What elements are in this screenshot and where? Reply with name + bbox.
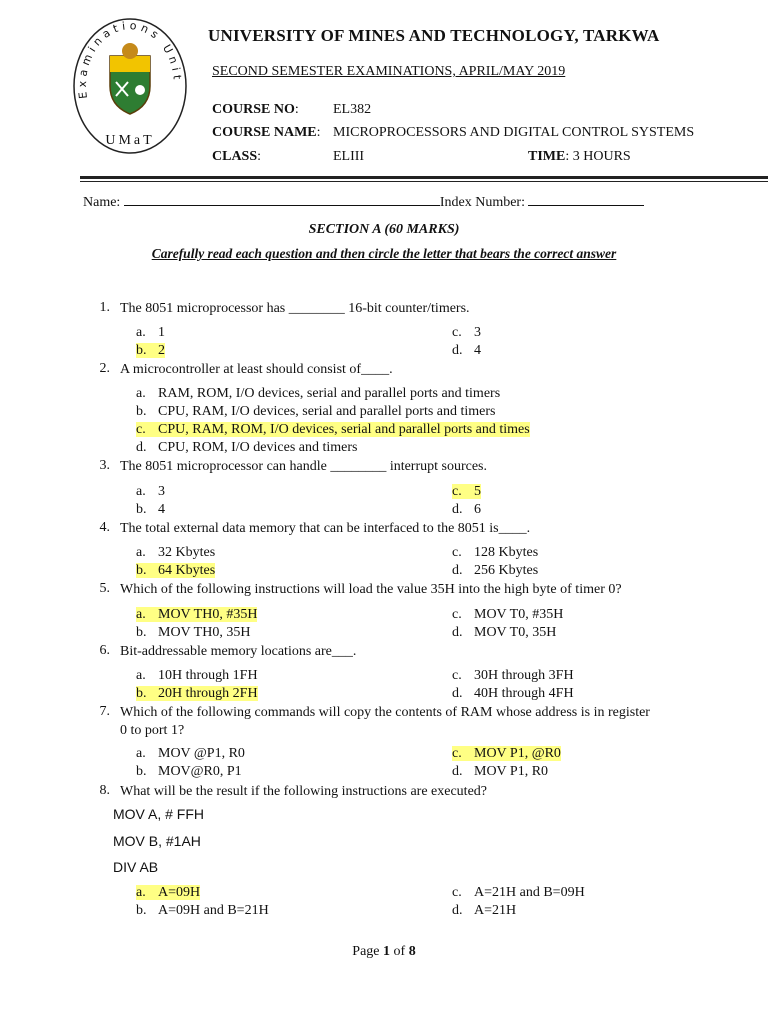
option-text: 40H through 4FH (474, 686, 574, 701)
option-text: RAM, ROM, I/O devices, serial and parallel ports and timers (158, 386, 501, 401)
option-letter: d. (452, 563, 463, 578)
section-title: SECTION A (60 MARKS) (308, 222, 460, 237)
option-text: MOV TH0, 35H (158, 625, 251, 640)
class-label: CLASS: (212, 149, 262, 164)
course-name-value: MICROPROCESSORS AND DIGITAL CONTROL SYSTEMS (333, 125, 695, 140)
option-letter: a. (136, 484, 146, 499)
option-letter: c. (136, 422, 146, 437)
course-no-value: EL382 (333, 102, 372, 117)
option-a[interactable] (136, 484, 165, 500)
option-text: MOV P1, @R0 (474, 746, 561, 761)
option-a[interactable] (136, 746, 245, 762)
option-c[interactable] (452, 545, 538, 561)
page-footer: Page 1 of 8 (352, 944, 416, 959)
option-b[interactable] (136, 404, 495, 420)
option-text: 4 (474, 343, 481, 358)
option-d[interactable] (452, 764, 548, 780)
name-blank[interactable] (124, 193, 440, 206)
option-text: A=21H (474, 903, 517, 918)
option-letter: b. (136, 502, 147, 517)
exam-period: SECOND SEMESTER EXAMINATIONS, APRIL/MAY 2019 (212, 64, 566, 79)
class-value: ELIII (333, 149, 365, 164)
option-text: 256 Kbytes (474, 563, 539, 578)
question-text: The total external data memory that can be interfaced to the 8051 is____. (120, 521, 531, 536)
option-d[interactable] (452, 563, 538, 579)
seal-arc-text: Examinations Unit (75, 18, 185, 100)
header-divider-thick (80, 176, 768, 179)
option-b[interactable] (136, 764, 242, 780)
option-text: 6 (474, 502, 481, 517)
option-letter: b. (136, 764, 147, 779)
option-text: 20H through 2FH (158, 686, 258, 701)
umat-examinations-unit-seal (72, 16, 188, 156)
course-no-label: COURSE NO: (212, 102, 299, 117)
option-d[interactable] (452, 903, 516, 919)
option-letter: b. (136, 563, 147, 578)
option-d[interactable] (452, 625, 556, 641)
option-b[interactable] (136, 502, 165, 518)
option-text: CPU, RAM, I/O devices, serial and parallel ports and timers (158, 404, 496, 419)
option-text: 30H through 3FH (474, 668, 574, 683)
option-d[interactable] (136, 440, 357, 456)
option-letter: b. (136, 343, 147, 358)
option-letter: c. (452, 746, 462, 761)
option-text: 3 (474, 325, 481, 340)
question-text: A microcontroller at least should consist of____. (120, 362, 393, 377)
question-number: 7. (99, 704, 110, 719)
option-text: 1 (158, 325, 165, 340)
option-letter: d. (452, 903, 463, 918)
question-number: 4. (99, 520, 110, 535)
question-number: 6. (99, 643, 110, 658)
option-text: CPU, ROM, I/O devices and timers (158, 440, 358, 455)
option-letter: d. (452, 686, 463, 701)
option-letter: c. (452, 607, 462, 622)
option-letter: d. (452, 625, 463, 640)
option-text: 2 (158, 343, 165, 358)
option-b[interactable] (136, 563, 215, 579)
option-letter: d. (452, 502, 463, 517)
course-name-label: COURSE NAME: (212, 125, 321, 140)
option-text: 64 Kbytes (158, 563, 216, 578)
name-label: Name: (83, 195, 121, 210)
question-text: Bit-addressable memory locations are___. (120, 644, 357, 659)
university-title: UNIVERSITY OF MINES AND TECHNOLOGY, TARKWA (208, 26, 660, 45)
question-text: What will be the result if the following instructions are executed? (120, 784, 487, 799)
option-letter: a. (136, 325, 146, 340)
option-c[interactable] (136, 422, 530, 438)
option-c[interactable] (452, 885, 585, 901)
option-a[interactable] (136, 607, 257, 623)
index-label: Index Number: (439, 195, 525, 210)
option-b[interactable] (136, 903, 269, 919)
option-text: MOV@R0, P1 (158, 764, 242, 779)
option-letter: d. (452, 764, 463, 779)
option-letter: a. (136, 746, 146, 761)
option-text: 4 (158, 502, 165, 517)
option-a[interactable] (136, 545, 215, 561)
option-a[interactable] (136, 885, 200, 901)
option-a[interactable] (136, 325, 165, 341)
option-d[interactable] (452, 343, 481, 359)
index-number-blank[interactable] (528, 193, 644, 206)
question-number: 1. (99, 300, 110, 315)
option-a[interactable] (136, 386, 500, 402)
option-letter: c. (452, 668, 462, 683)
option-b[interactable] (136, 625, 250, 641)
question-number: 5. (99, 581, 110, 596)
option-c[interactable] (452, 746, 561, 762)
time-field: TIME: 3 HOURS (528, 149, 631, 164)
option-letter: a. (136, 885, 146, 900)
option-text: MOV TH0, #35H (158, 607, 258, 622)
code-line: MOV B, #1AH (113, 833, 201, 849)
question-number: 8. (99, 783, 110, 798)
question-number: 2. (99, 361, 110, 376)
option-text: A=21H and B=09H (474, 885, 585, 900)
option-letter: d. (452, 343, 463, 358)
option-text: 128 Kbytes (474, 545, 539, 560)
question-text: Which of the following instructions will load the value 35H into the high byte of timer 0? (120, 582, 622, 597)
code-line: MOV A, # FFH (113, 806, 205, 822)
name-index-row (83, 193, 644, 211)
option-text: 32 Kbytes (158, 545, 216, 560)
option-text: A=09H and B=21H (158, 903, 269, 918)
option-text: MOV @P1, R0 (158, 746, 245, 761)
option-letter: d. (136, 440, 147, 455)
option-letter: c. (452, 484, 462, 499)
question-text: Which of the following commands will copy the contents of RAM whose address is in register 0 to port 1? (120, 705, 650, 738)
option-text: 10H through 1FH (158, 668, 258, 683)
option-a[interactable] (136, 668, 258, 684)
option-d[interactable] (452, 686, 574, 702)
section-instruction: Carefully read each question and then circle the letter that bears the correct answer (151, 246, 617, 261)
option-c[interactable] (452, 668, 574, 684)
header-divider-thin (80, 181, 768, 182)
option-text: CPU, RAM, ROM, I/O devices, serial and parallel ports and times (158, 422, 530, 437)
seal-bottom-text: UMaT (105, 133, 155, 148)
option-letter: a. (136, 545, 146, 560)
option-c[interactable] (452, 484, 481, 500)
option-letter: a. (136, 668, 146, 683)
option-text: A=09H (158, 885, 201, 900)
option-letter: b. (136, 903, 147, 918)
code-line: DIV AB (113, 859, 159, 875)
option-text: 3 (158, 484, 165, 499)
option-b[interactable] (136, 343, 165, 359)
option-text: MOV T0, 35H (474, 625, 557, 640)
question-number: 3. (99, 458, 110, 473)
question-text: The 8051 microprocessor can handle ________ interrupt sources. (120, 459, 488, 474)
option-c[interactable] (452, 325, 481, 341)
option-letter: b. (136, 404, 147, 419)
option-text: MOV T0, #35H (474, 607, 564, 622)
option-b[interactable] (136, 686, 258, 702)
option-c[interactable] (452, 607, 563, 623)
question-text: The 8051 microprocessor has ________ 16-bit counter/timers. (120, 301, 470, 316)
option-text: MOV P1, R0 (474, 764, 549, 779)
option-text: 5 (474, 484, 481, 499)
option-letter: c. (452, 545, 462, 560)
option-d[interactable] (452, 502, 481, 518)
option-letter: b. (136, 686, 147, 701)
option-letter: c. (452, 325, 462, 340)
option-letter: b. (136, 625, 147, 640)
option-letter: a. (136, 386, 146, 401)
option-letter: a. (136, 607, 146, 622)
option-letter: c. (452, 885, 462, 900)
